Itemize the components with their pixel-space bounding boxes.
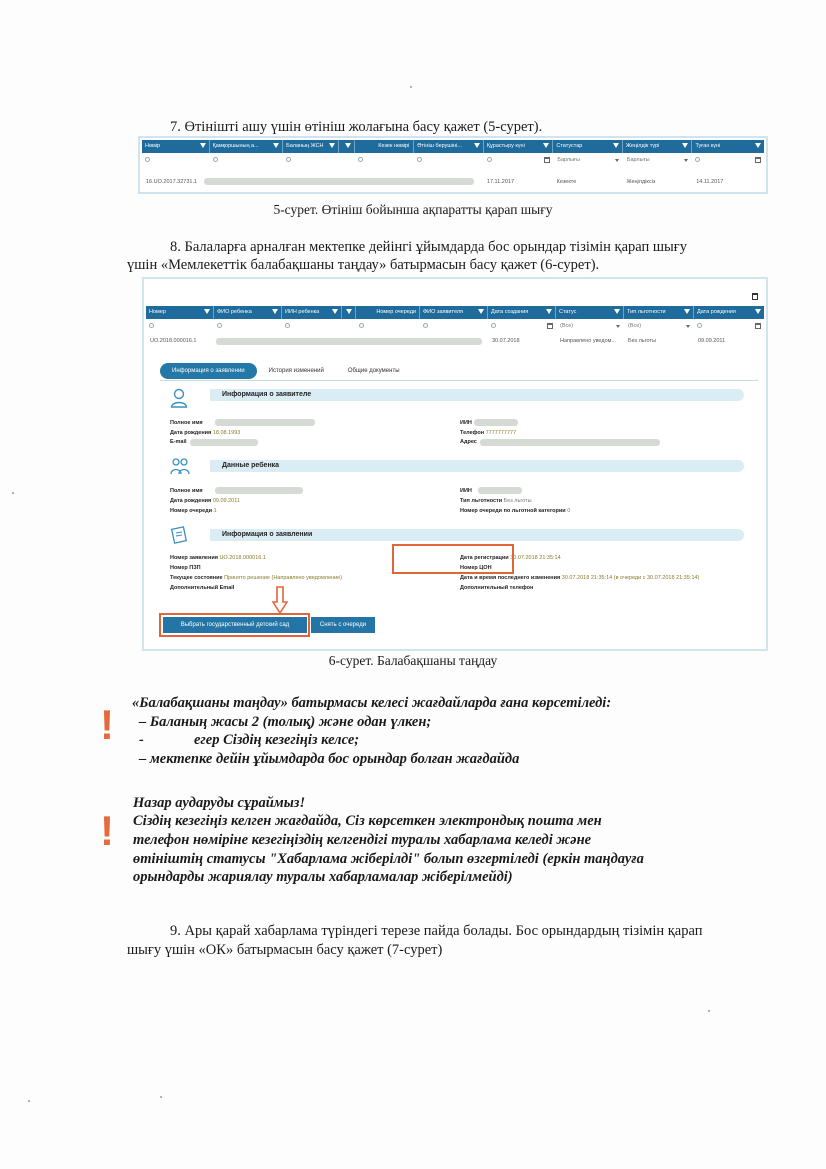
filter-number[interactable] [142, 155, 210, 166]
col-status[interactable]: Статустар [553, 140, 623, 153]
search-icon [697, 323, 702, 328]
filter-icon[interactable] [272, 309, 278, 314]
calendar-icon[interactable] [755, 323, 761, 329]
cell-birth: 14.11.2017 [696, 179, 724, 185]
children-icon [170, 458, 190, 479]
note1-line2: – Баланың жасы 2 (толық) және одан үлкен; [139, 714, 432, 730]
note2-line1: Назар аударуды сұраймыз! [133, 795, 306, 811]
chevron-down-icon[interactable] [615, 159, 619, 162]
search-icon [491, 323, 496, 328]
child-benefit-queue: Номер очереди по льготной категории 0 [460, 508, 571, 514]
note1-line3-dash: - [139, 732, 144, 748]
calendar-icon[interactable] [755, 157, 761, 163]
col-benefit[interactable]: Тип льготности [624, 306, 694, 319]
redacted-data [190, 439, 258, 446]
search-icon [417, 157, 422, 162]
filter-created[interactable] [488, 321, 556, 332]
applicant-iin: ИИН [460, 420, 472, 426]
detail-tabs [160, 363, 412, 379]
tabs-divider [160, 380, 758, 381]
col-birth[interactable]: Туған күні [692, 140, 764, 153]
col-extra[interactable] [339, 140, 355, 153]
applicant-birth: Дата рождения 18.08.1993 [170, 430, 241, 436]
cell-benefit: Без льготы [628, 338, 656, 344]
chevron-down-icon[interactable] [686, 325, 690, 328]
applicant-email: E-mail [170, 439, 187, 445]
filter-iin[interactable] [283, 155, 355, 166]
app-con: Номер ЦОН [460, 565, 492, 571]
note2-line3: телефон нөміріне кезегіңіздің келгендігі туралы хабарлама келеді және [133, 832, 592, 848]
col-extra[interactable] [342, 306, 356, 319]
warning-icon: ! [100, 701, 114, 748]
col-status[interactable]: Статус [556, 306, 624, 319]
filter-icon[interactable] [200, 143, 206, 148]
note2-line2: Сіздің кезегіңіз келген жағдайда, Сіз көрсеткен электрондық пошта мен [133, 813, 602, 829]
tab-history[interactable]: История изменений [268, 368, 324, 374]
search-icon [695, 157, 700, 162]
section-application: Информация о заявлении [210, 529, 744, 541]
filter-birth[interactable] [694, 321, 764, 332]
step9-line1: 9. Ары қарай хабарлама түріндегі терезе пайда болады. Бос орындардың тізімін қарап [170, 923, 703, 939]
applicant-phone: Телефон 7777777777 [460, 430, 517, 436]
calendar-icon[interactable] [547, 323, 553, 329]
tab-application-info[interactable]: Информация о заявлении [160, 363, 257, 379]
redacted-data [215, 419, 315, 426]
figure5-caption: 5-сурет. Өтініш бойынша ақпаратты қарап шығу [273, 202, 553, 217]
child-iin: ИИН [460, 488, 472, 494]
scan-speck [12, 492, 14, 494]
filter-birth[interactable] [692, 155, 764, 166]
scan-speck [28, 1100, 30, 1102]
cell-status: Кезекте [556, 179, 577, 185]
filter-child-name[interactable] [214, 321, 282, 332]
filter-icon[interactable] [546, 309, 552, 314]
highlight-reg-box [392, 544, 514, 574]
grid5-header [142, 140, 764, 153]
filter-icon[interactable] [755, 143, 761, 148]
search-icon [145, 157, 150, 162]
export-icon[interactable] [752, 293, 758, 300]
search-icon [358, 157, 363, 162]
filter-icon[interactable] [474, 143, 480, 148]
tab-documents[interactable]: Общие документы [347, 368, 400, 374]
filter-benefit[interactable]: Барлығы [623, 155, 693, 166]
filter-created[interactable] [484, 155, 554, 166]
col-benefit[interactable]: Жеңілдік түрі [623, 140, 693, 153]
cell-birth: 09.09.2011 [698, 338, 726, 344]
redacted-data [478, 487, 522, 494]
col-guardian[interactable]: Қамқоршының а... [210, 140, 284, 153]
child-benefit: Тип льготности Без льготы [460, 498, 532, 504]
app-email: Дополнительный Email [170, 585, 235, 591]
note2-line4: өтініштің статусы "Хабарлама жіберілді" болып өзгертіледі (еркін таңдауға [133, 851, 644, 867]
redacted-data [215, 487, 303, 494]
calendar-icon[interactable] [544, 157, 550, 163]
filter-queue[interactable] [355, 155, 415, 166]
cell-status: Направлено уведом... [560, 338, 616, 344]
filter-icon[interactable] [613, 143, 619, 148]
filter-icon[interactable] [478, 309, 484, 314]
grid6-filter-row [146, 321, 764, 332]
cell-benefit: Жеңілдіксіз [626, 179, 656, 185]
search-icon [359, 323, 364, 328]
col-number[interactable]: Номер [146, 306, 214, 319]
filter-icon[interactable] [273, 143, 279, 148]
cell-date: 17.11.2017 [486, 179, 515, 185]
filter-icon[interactable] [614, 309, 620, 314]
search-icon [149, 323, 154, 328]
redacted-data [216, 338, 482, 345]
col-queue[interactable]: Номер очереди [356, 306, 420, 319]
child-birth: Дата рождения 09.09.2011 [170, 498, 240, 504]
user-icon [170, 388, 188, 411]
grid6-header [146, 306, 764, 319]
warning-icon: ! [100, 807, 114, 854]
section-child: Данные ребенка [210, 460, 744, 472]
filter-applicant[interactable] [420, 321, 488, 332]
step7-text: 7. Өтінішті ашу үшін өтініш жолағына басу қажет (5-сурет). [170, 119, 543, 135]
filter-queue[interactable] [356, 321, 420, 332]
filter-icon[interactable] [543, 143, 549, 148]
redacted-data [204, 178, 474, 185]
app-pzp: Номер ПЗП [170, 565, 201, 571]
col-queue[interactable]: Кезек нөмірі [355, 140, 415, 153]
app-last-change: Дата и время последнего изменения 30.07.2018 21:35:14 (в очереди с 30.07.2018 21:35:14) [460, 575, 700, 581]
scan-speck [160, 1096, 162, 1098]
filter-icon[interactable] [345, 143, 351, 148]
scan-speck [708, 1010, 710, 1012]
figure5-grid [138, 136, 768, 194]
document-icon [170, 526, 188, 547]
filter-iin[interactable] [282, 321, 356, 332]
applicant-address: Адрес [460, 439, 477, 445]
search-icon [285, 323, 290, 328]
cell-number: 16.UO.2017.32731.1 [146, 179, 198, 185]
app-reg-date: Дата регистрации 30.07.2018 21:35:14 [460, 555, 561, 561]
section-applicant: Информация о заявителе [210, 389, 744, 401]
col-number[interactable]: Нөмір [142, 140, 210, 153]
col-child-iin[interactable]: Баланың ЖСН [283, 140, 339, 153]
col-created[interactable]: Дата создания [488, 306, 556, 319]
filter-guardian[interactable] [210, 155, 284, 166]
search-icon [487, 157, 492, 162]
filter-applicant[interactable] [414, 155, 484, 166]
note1-line4: – мектепке дейін ұйымдарда бос орындар болған жағдайда [139, 751, 520, 767]
col-created[interactable]: Құрастыру күні [484, 140, 554, 153]
col-applicant[interactable]: ФИО заявителя [420, 306, 488, 319]
choose-kindergarten-button[interactable]: Выбрать государственный детский сад [163, 617, 307, 633]
filter-icon[interactable] [682, 143, 688, 148]
note2-line5: орындарды жариялау туралы хабарламалар жіберілмейді) [133, 869, 513, 885]
cell-number: UO.2018.000016.1 [150, 338, 197, 344]
filter-number[interactable] [146, 321, 214, 332]
step9-line2: шығу үшін «ОК» батырмасын басу қажет (7-сурет) [127, 942, 443, 958]
chevron-down-icon[interactable] [616, 325, 620, 328]
scan-speck [410, 86, 412, 88]
step8-line1: 8. Балаларға арналған мектепке дейінгі ұйымдарда бос орындар тізімін қарап шығу [170, 239, 687, 255]
filter-benefit[interactable]: (Все) [624, 321, 694, 332]
filter-icon[interactable] [346, 309, 352, 314]
col-birth[interactable]: Дата рождения [694, 306, 764, 319]
redacted-data [480, 439, 660, 446]
filter-icon[interactable] [204, 309, 210, 314]
note1-line3: егер Сіздің кезегіңіз келсе; [194, 732, 360, 748]
col-child-name[interactable]: ФИО ребенка [214, 306, 282, 319]
figure6-caption: 6-сурет. Балабақшаны таңдау [328, 653, 498, 668]
cell-date: 30.07.2018 [492, 338, 520, 344]
chevron-down-icon[interactable] [684, 159, 688, 162]
col-child-iin[interactable]: ИИН ребенка [282, 306, 342, 319]
filter-status[interactable]: Барлығы [553, 155, 623, 166]
grid5-filter-row [142, 155, 764, 166]
filter-icon[interactable] [684, 309, 690, 314]
filter-icon[interactable] [332, 309, 338, 314]
child-name: Полное имя [170, 488, 203, 494]
redacted-data [474, 419, 518, 426]
app-phone: Дополнительный телефон [460, 585, 534, 591]
filter-status[interactable]: (Все) [556, 321, 624, 332]
app-number: Номер заявления UO.2018.000016.1 [170, 555, 266, 561]
applicant-name: Полное имя [170, 420, 203, 426]
step8-line2: үшін «Мемлекеттік балабақшаны таңдау» батырмасын басу қажет (6-сурет). [127, 257, 600, 273]
col-applicant[interactable]: Өтініш берушіні... [414, 140, 484, 153]
search-icon [423, 323, 428, 328]
app-state: Текущее состояние Принято решение (Направлено уведомление) [170, 575, 343, 581]
search-icon [213, 157, 218, 162]
remove-from-queue-button[interactable]: Снять с очереди [311, 617, 375, 633]
child-queue: Номер очереди 1 [170, 508, 217, 514]
search-icon [286, 157, 291, 162]
filter-icon[interactable] [755, 309, 761, 314]
filter-icon[interactable] [329, 143, 335, 148]
search-icon [217, 323, 222, 328]
note1-line1: «Балабақшаны таңдау» батырмасы келесі жағдайларда ғана көрсетіледі: [132, 695, 612, 711]
